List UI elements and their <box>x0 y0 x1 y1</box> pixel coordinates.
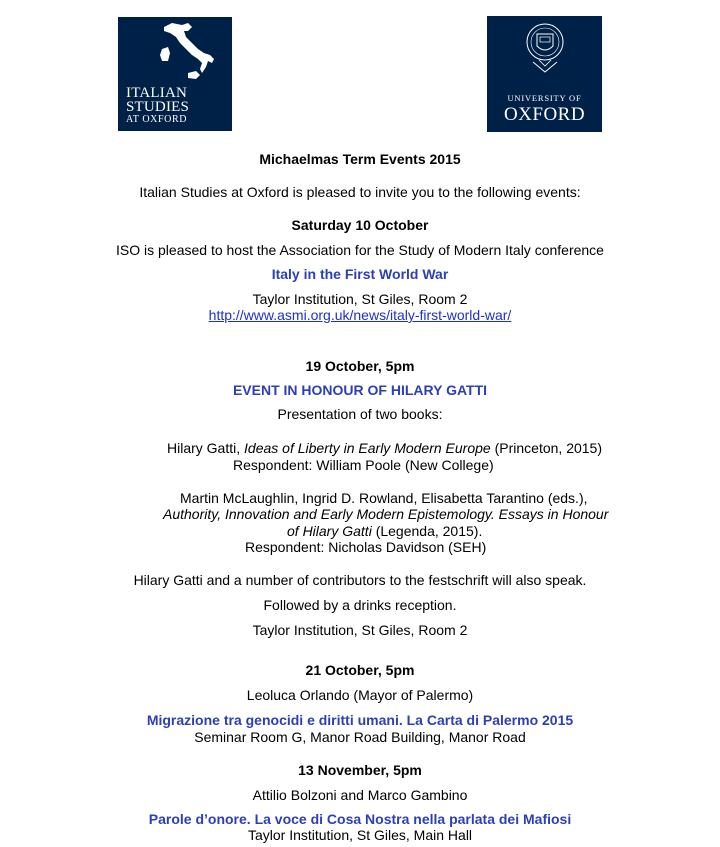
event4-title: Parole d’onore. La voce di Cosa Nostra nella parlata dei Mafiosi <box>148 811 572 827</box>
intro-text: Italian Studies at Oxford is pleased to invite you to the following events: <box>139 184 581 200</box>
event3-title: Migrazione tra genocidi e diritti umani. La Carta di Palermo 2015 <box>146 712 574 728</box>
event1-venue: Taylor Institution, St Giles, Room 2 <box>252 291 468 307</box>
logo-oxford: OXFORD <box>503 104 586 125</box>
book2-title-line2 <box>287 523 482 539</box>
event1-description: ISO is pleased to host the Association for the Study of Modern Italy conference <box>116 242 604 258</box>
event2-subtitle: Presentation of two books: <box>277 406 443 422</box>
book1-respondent: Respondent: William Poole (New College) <box>233 457 494 473</box>
book2-respondent: Respondent: Nicholas Davidson (SEH) <box>245 539 487 555</box>
event1-title: Italy in the First World War <box>271 266 449 282</box>
event2-venue: Taylor Institution, St Giles, Room 2 <box>252 622 468 638</box>
italy-map-icon <box>158 21 222 83</box>
book2-authors: Martin McLaughlin, Ingrid D. Rowland, Elisabetta Tarantino (eds.), <box>180 490 588 506</box>
event4-speaker: Attilio Bolzoni and Marco Gambino <box>252 787 468 803</box>
book2-title-b: of Hilary Gatti <box>287 523 372 539</box>
logo-line-italian: ITALIAN <box>126 85 188 101</box>
event2-note-speakers: Hilary Gatti and a number of contributors to the festschrift will also speak. <box>133 572 587 588</box>
book2-title-line1 <box>163 506 608 522</box>
event2-note-reception: Followed by a drinks reception. <box>263 597 457 613</box>
event3-date: 21 October, 5pm <box>305 662 415 678</box>
event3-speaker: Leoluca Orlando (Mayor of Palermo) <box>246 687 474 703</box>
page-title: Michaelmas Term Events 2015 <box>259 151 461 167</box>
event1-link-row <box>0 307 720 323</box>
event2-title: EVENT IN HONOUR OF HILARY GATTI <box>232 382 488 398</box>
event1-link[interactable]: http://www.asmi.org.uk/news/italy-first-world-war/ <box>208 307 512 323</box>
book2-publisher: (Legenda, 2015). <box>371 523 483 539</box>
book1-publisher: (Princeton, 2015) <box>490 440 603 456</box>
logo-line-at-oxford: AT OXFORD <box>126 114 188 125</box>
book1-author: Hilary Gatti, <box>167 440 245 456</box>
oxford-crest-icon <box>525 22 565 78</box>
event4-venue: Taylor Institution, St Giles, Main Hall <box>247 827 473 843</box>
event2-date: 19 October, 5pm <box>305 358 415 374</box>
italian-studies-logo <box>118 17 232 131</box>
logo-university-of: UNIVERSITY OF <box>507 93 582 103</box>
book1-line <box>167 440 602 456</box>
event1-date: Saturday 10 October <box>291 217 429 233</box>
logo-line-studies: STUDIES <box>126 99 190 115</box>
book2-title-a: Authority, Innovation and Early Modern Epistemology. Essays in Honour <box>163 506 609 522</box>
university-of-oxford-logo <box>487 16 602 132</box>
event4-date: 13 November, 5pm <box>298 762 422 778</box>
book1-title: Ideas of Liberty in Early Modern Europe <box>244 440 491 456</box>
event3-venue: Seminar Room G, Manor Road Building, Manor Road <box>194 729 526 745</box>
